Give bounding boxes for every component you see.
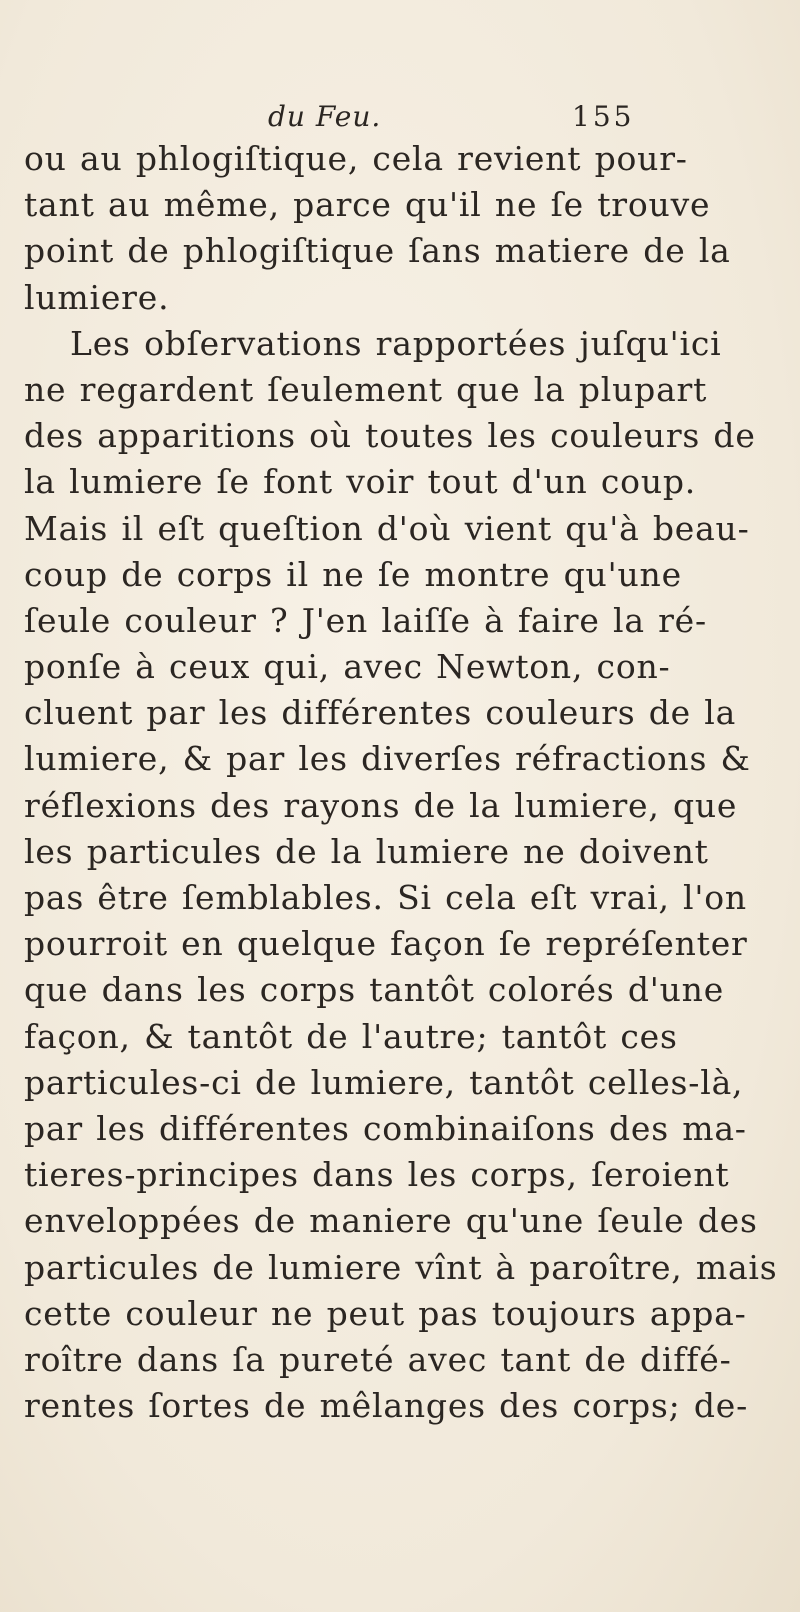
text-line: rentes ſortes de mêlanges des corps; de-: [24, 1386, 749, 1426]
text-line: la lumiere ſe font voir tout d'un coup.: [24, 462, 697, 502]
text-line: des apparitions où toutes les couleurs de: [24, 416, 756, 456]
text-line: ponſe à ceux qui, avec Newton, con-: [24, 647, 671, 687]
text-line: coup de corps il ne ſe montre qu'une: [24, 554, 682, 594]
text-line: tieres-principes dans les corps, ſeroient: [24, 1155, 730, 1195]
text-line: Les obſervations rapportées juſqu'ici: [70, 323, 722, 363]
text-line: lumiere, & par les diverſes réfractions &: [24, 739, 751, 779]
text-line: lumiere.: [24, 277, 170, 317]
text-line: pas être ſemblables. Si cela eſt vrai, l'on: [24, 878, 747, 917]
text-line: point de phlogiſtique ſans matiere de la: [24, 231, 731, 271]
body-text: [24, 136, 784, 1429]
text-line: particules de lumiere vînt à paroître, mais: [24, 1247, 778, 1287]
text-line: ne regardent ſeulement que la plupart: [24, 369, 708, 409]
running-head: du Feu.: [268, 100, 382, 133]
page-number: 155: [572, 100, 635, 133]
text-line: enveloppées de maniere qu'une ſeule des: [24, 1201, 758, 1241]
text-line: façon, & tantôt de l'autre; tantôt ces: [24, 1016, 678, 1056]
text-line: tant au même, parce qu'il ne ſe trouve: [24, 185, 711, 225]
text-line: réflexions des rayons de la lumiere, que: [24, 785, 738, 825]
text-line: que dans les corps tantôt colorés d'une: [24, 970, 725, 1010]
text-line: pourroit en quelque façon ſe repréſenter: [24, 924, 748, 964]
text-line: ſeule couleur ? J'en laiſſe à faire la ré-: [24, 600, 707, 640]
text-line: roître dans ſa pureté avec tant de diffé-: [24, 1339, 732, 1379]
text-line: cluent par les différentes couleurs de la: [24, 693, 737, 733]
page-header: [0, 100, 800, 140]
text-line: Mais il eſt queſtion d'où vient qu'à beau-: [24, 508, 750, 548]
text-line: les particules de la lumiere ne doivent: [24, 831, 709, 871]
text-line: par les différentes combinaiſons des ma-: [24, 1108, 747, 1148]
text-line: ou au phlogiſtique, cela revient pour-: [24, 139, 688, 178]
text-line: cette couleur ne peut pas toujours appa-: [24, 1293, 747, 1333]
text-line: particules-ci de lumiere, tantôt celles-là,: [24, 1062, 744, 1102]
